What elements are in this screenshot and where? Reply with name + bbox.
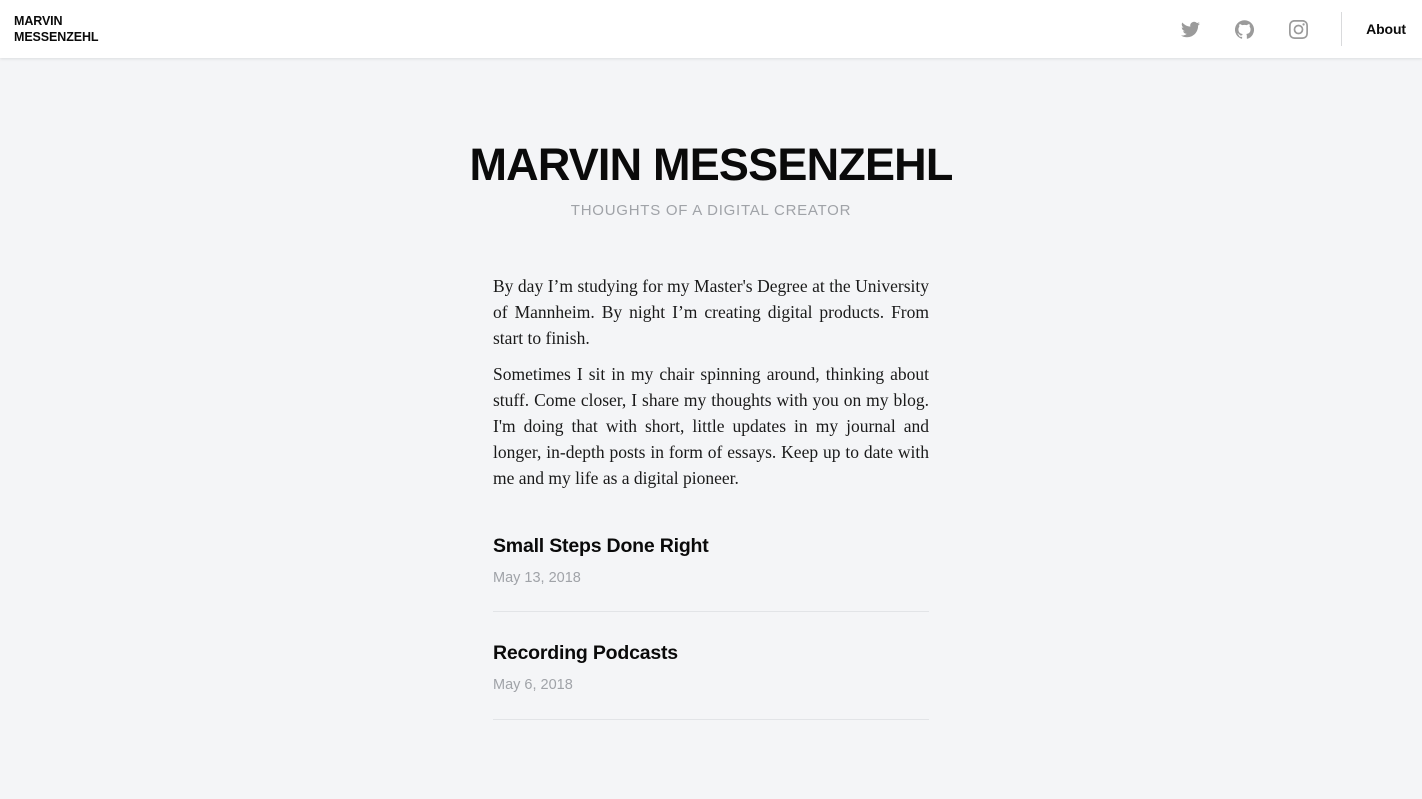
twitter-link[interactable] — [1173, 12, 1207, 46]
post-date: May 13, 2018 — [493, 569, 581, 586]
list-item[interactable] — [493, 641, 929, 719]
social-links — [1173, 12, 1315, 46]
site-header — [0, 0, 1422, 58]
github-link[interactable] — [1227, 12, 1261, 46]
post-title: Small Steps Done Right — [493, 535, 709, 558]
page-subtitle: THOUGHTS OF A DIGITAL CREATOR — [570, 202, 852, 220]
site-logo-line-1: MARVIN — [14, 14, 63, 28]
site-logo-line-2: MESSENZEHL — [14, 30, 99, 44]
twitter-icon — [1181, 20, 1200, 39]
intro-text — [493, 273, 929, 491]
instagram-link[interactable] — [1281, 12, 1315, 46]
nav-link-about[interactable]: About — [1366, 21, 1406, 37]
header-divider — [1341, 12, 1342, 46]
post-date: May 6, 2018 — [493, 676, 573, 693]
site-logo[interactable] — [14, 13, 98, 45]
post-title: Recording Podcasts — [493, 642, 678, 665]
list-item[interactable] — [493, 534, 929, 612]
instagram-icon — [1289, 20, 1308, 39]
github-icon — [1235, 20, 1254, 39]
page-title: MARVIN MESSENZEHL — [469, 139, 953, 190]
intro-paragraph-2: Sometimes I sit in my chair spinning around, thinking about stuff. Come closer, I share my thoughts with you on my blog. I'm doing that with short, little updates in my journal and longer, in-depth posts in form of essays. Keep up to date with me and my life as a digital pioneer. — [493, 364, 929, 489]
post-list — [493, 534, 929, 719]
hero-section — [0, 58, 1422, 220]
content-column — [493, 220, 929, 719]
intro-paragraph-1: By day I’m studying for my Master's Degree at the University of Mannheim. By night I’m creating digital products. From start to finish. — [493, 276, 929, 349]
header-right-group — [1173, 0, 1408, 58]
page-main — [0, 58, 1422, 720]
